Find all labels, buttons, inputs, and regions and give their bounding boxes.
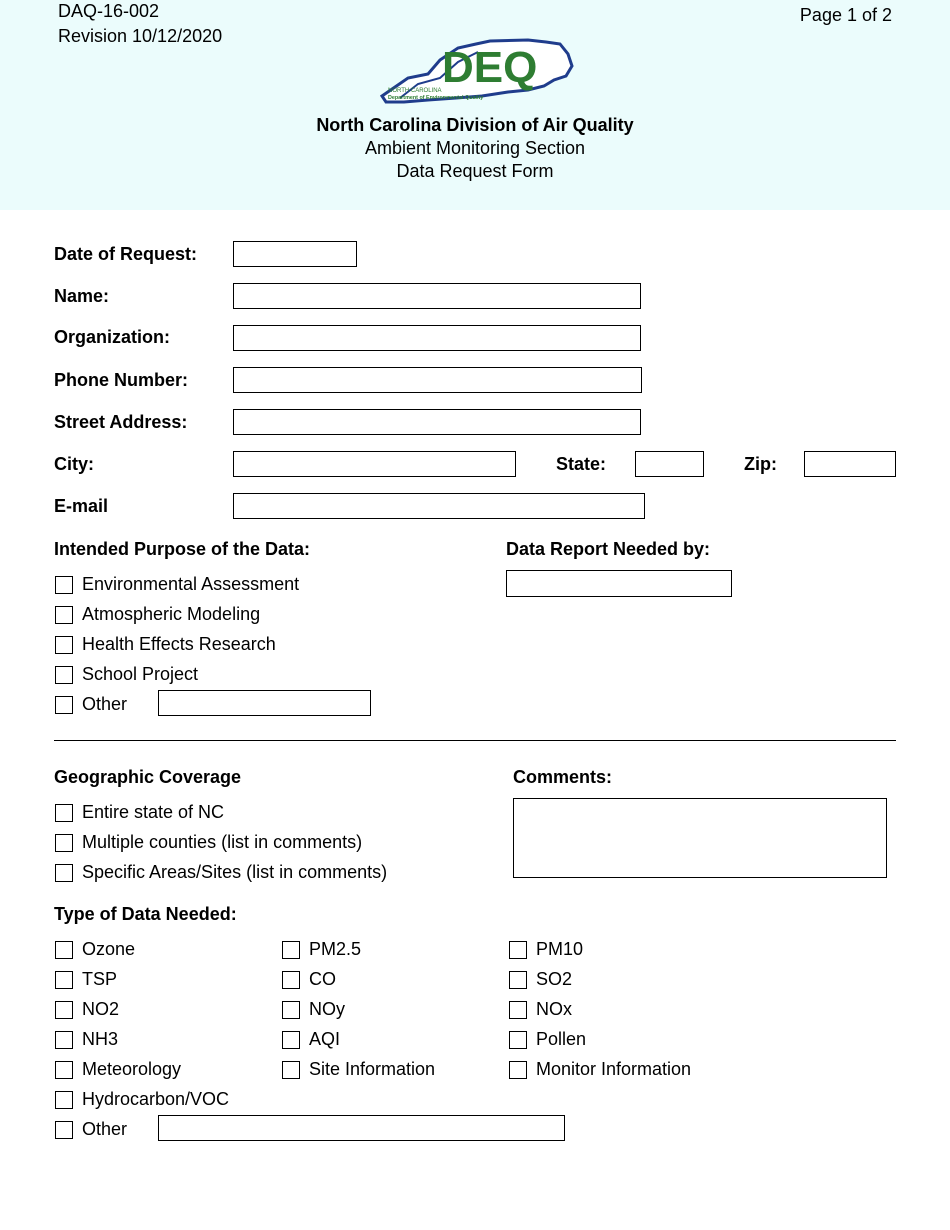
form-title: Data Request Form	[396, 161, 554, 181]
geographic-checkbox[interactable]	[55, 804, 73, 822]
data-type-label: Monitor Information	[536, 1059, 692, 1079]
purpose-checkbox[interactable]	[55, 666, 73, 684]
geographic-heading: Geographic Coverage	[54, 767, 242, 787]
data-type-checkbox[interactable]	[55, 971, 73, 989]
email-label: E-mail	[54, 496, 109, 516]
email-input[interactable]	[233, 493, 645, 519]
geographic-option-label: Specific Areas/Sites (list in comments)	[82, 862, 388, 882]
nc-state-outline-icon	[378, 38, 574, 110]
state-label: State:	[556, 454, 607, 474]
data-type-checkbox[interactable]	[282, 1001, 300, 1019]
data-type-label: PM10	[536, 939, 584, 959]
data-type-label: NOy	[309, 999, 345, 1019]
zip-input[interactable]	[804, 451, 896, 477]
data-type-checkbox[interactable]	[509, 1001, 527, 1019]
data-type-label: CO	[309, 969, 336, 989]
data-type-checkbox[interactable]	[509, 1031, 527, 1049]
purpose-checkbox[interactable]	[55, 606, 73, 624]
organization-input[interactable]	[233, 325, 641, 351]
data-type-checkbox[interactable]	[282, 1031, 300, 1049]
data-type-label: PM2.5	[309, 939, 362, 959]
deq-logo	[378, 38, 574, 110]
purpose-checkbox[interactable]	[55, 636, 73, 654]
street-label: Street Address:	[54, 412, 188, 432]
street-address-input[interactable]	[233, 409, 641, 435]
state-input[interactable]	[635, 451, 704, 477]
purpose-other-input[interactable]	[158, 690, 371, 716]
data-type-checkbox[interactable]	[509, 971, 527, 989]
data-type-label: Meteorology	[82, 1059, 182, 1079]
organization-label: Organization:	[54, 327, 170, 347]
date-of-request-input[interactable]	[233, 241, 357, 267]
report-needed-by-input[interactable]	[506, 570, 732, 597]
geographic-checkbox[interactable]	[55, 834, 73, 852]
data-type-label: TSP	[82, 969, 118, 989]
city-input[interactable]	[233, 451, 516, 477]
purpose-option-label: School Project	[82, 664, 199, 684]
org-title: North Carolina Division of Air Quality	[316, 115, 634, 135]
section-divider	[54, 740, 896, 741]
comments-label: Comments:	[513, 767, 613, 787]
data-type-other-input[interactable]	[158, 1115, 565, 1141]
purpose-option-label: Environmental Assessment	[82, 574, 300, 594]
data-type-checkbox[interactable]	[55, 941, 73, 959]
zip-label: Zip:	[744, 454, 777, 474]
data-type-label: Hydrocarbon/VOC	[82, 1089, 230, 1109]
data-type-label: NOx	[536, 999, 572, 1019]
name-input[interactable]	[233, 283, 641, 309]
form-number: DAQ-16-002	[58, 1, 160, 21]
data-type-label: Site Information	[309, 1059, 436, 1079]
data-type-checkbox[interactable]	[282, 941, 300, 959]
geographic-checkbox[interactable]	[55, 864, 73, 882]
purpose-option-label: Atmospheric Modeling	[82, 604, 261, 624]
data-type-label: Pollen	[536, 1029, 587, 1049]
report-needed-label: Data Report Needed by:	[506, 539, 711, 559]
data-type-label: NO2	[82, 999, 120, 1019]
city-label: City:	[54, 454, 94, 474]
data-type-checkbox[interactable]	[509, 941, 527, 959]
data-type-checkbox[interactable]	[282, 971, 300, 989]
comments-textarea[interactable]	[513, 798, 887, 878]
purpose-option-label: Health Effects Research	[82, 634, 276, 654]
data-type-checkbox[interactable]	[55, 1121, 73, 1139]
svg-text:DEQ: DEQ	[442, 43, 538, 92]
data-type-checkbox[interactable]	[55, 1031, 73, 1049]
data-type-checkbox[interactable]	[55, 1001, 73, 1019]
data-type-checkbox[interactable]	[282, 1061, 300, 1079]
data-type-checkbox[interactable]	[55, 1091, 73, 1109]
date-label: Date of Request:	[54, 244, 198, 264]
purpose-option-label: Other	[82, 694, 128, 714]
purpose-checkbox[interactable]	[55, 696, 73, 714]
data-type-label: SO2	[536, 969, 573, 989]
name-label: Name:	[54, 286, 110, 306]
revision-date: Revision 10/12/2020	[58, 26, 223, 46]
data-type-checkbox[interactable]	[55, 1061, 73, 1079]
phone-input[interactable]	[233, 367, 642, 393]
data-type-label: AQI	[309, 1029, 341, 1049]
purpose-checkbox[interactable]	[55, 576, 73, 594]
svg-text:NORTH CAROLINA: NORTH CAROLINA	[388, 88, 442, 94]
purpose-heading: Intended Purpose of the Data:	[54, 539, 311, 559]
data-type-label: Other	[82, 1119, 128, 1139]
svg-text:Department of Environmental Qu: Department of Environmental Quality	[388, 95, 484, 101]
section-name: Ambient Monitoring Section	[364, 138, 586, 158]
geographic-option-label: Multiple counties (list in comments)	[82, 832, 363, 852]
geographic-option-label: Entire state of NC	[82, 802, 225, 822]
phone-label: Phone Number:	[54, 370, 189, 390]
data-type-heading: Type of Data Needed:	[54, 904, 237, 924]
page-indicator: Page 1 of 2	[799, 5, 892, 25]
data-type-label: NH3	[82, 1029, 119, 1049]
data-type-checkbox[interactable]	[509, 1061, 527, 1079]
data-type-label: Ozone	[82, 939, 136, 959]
